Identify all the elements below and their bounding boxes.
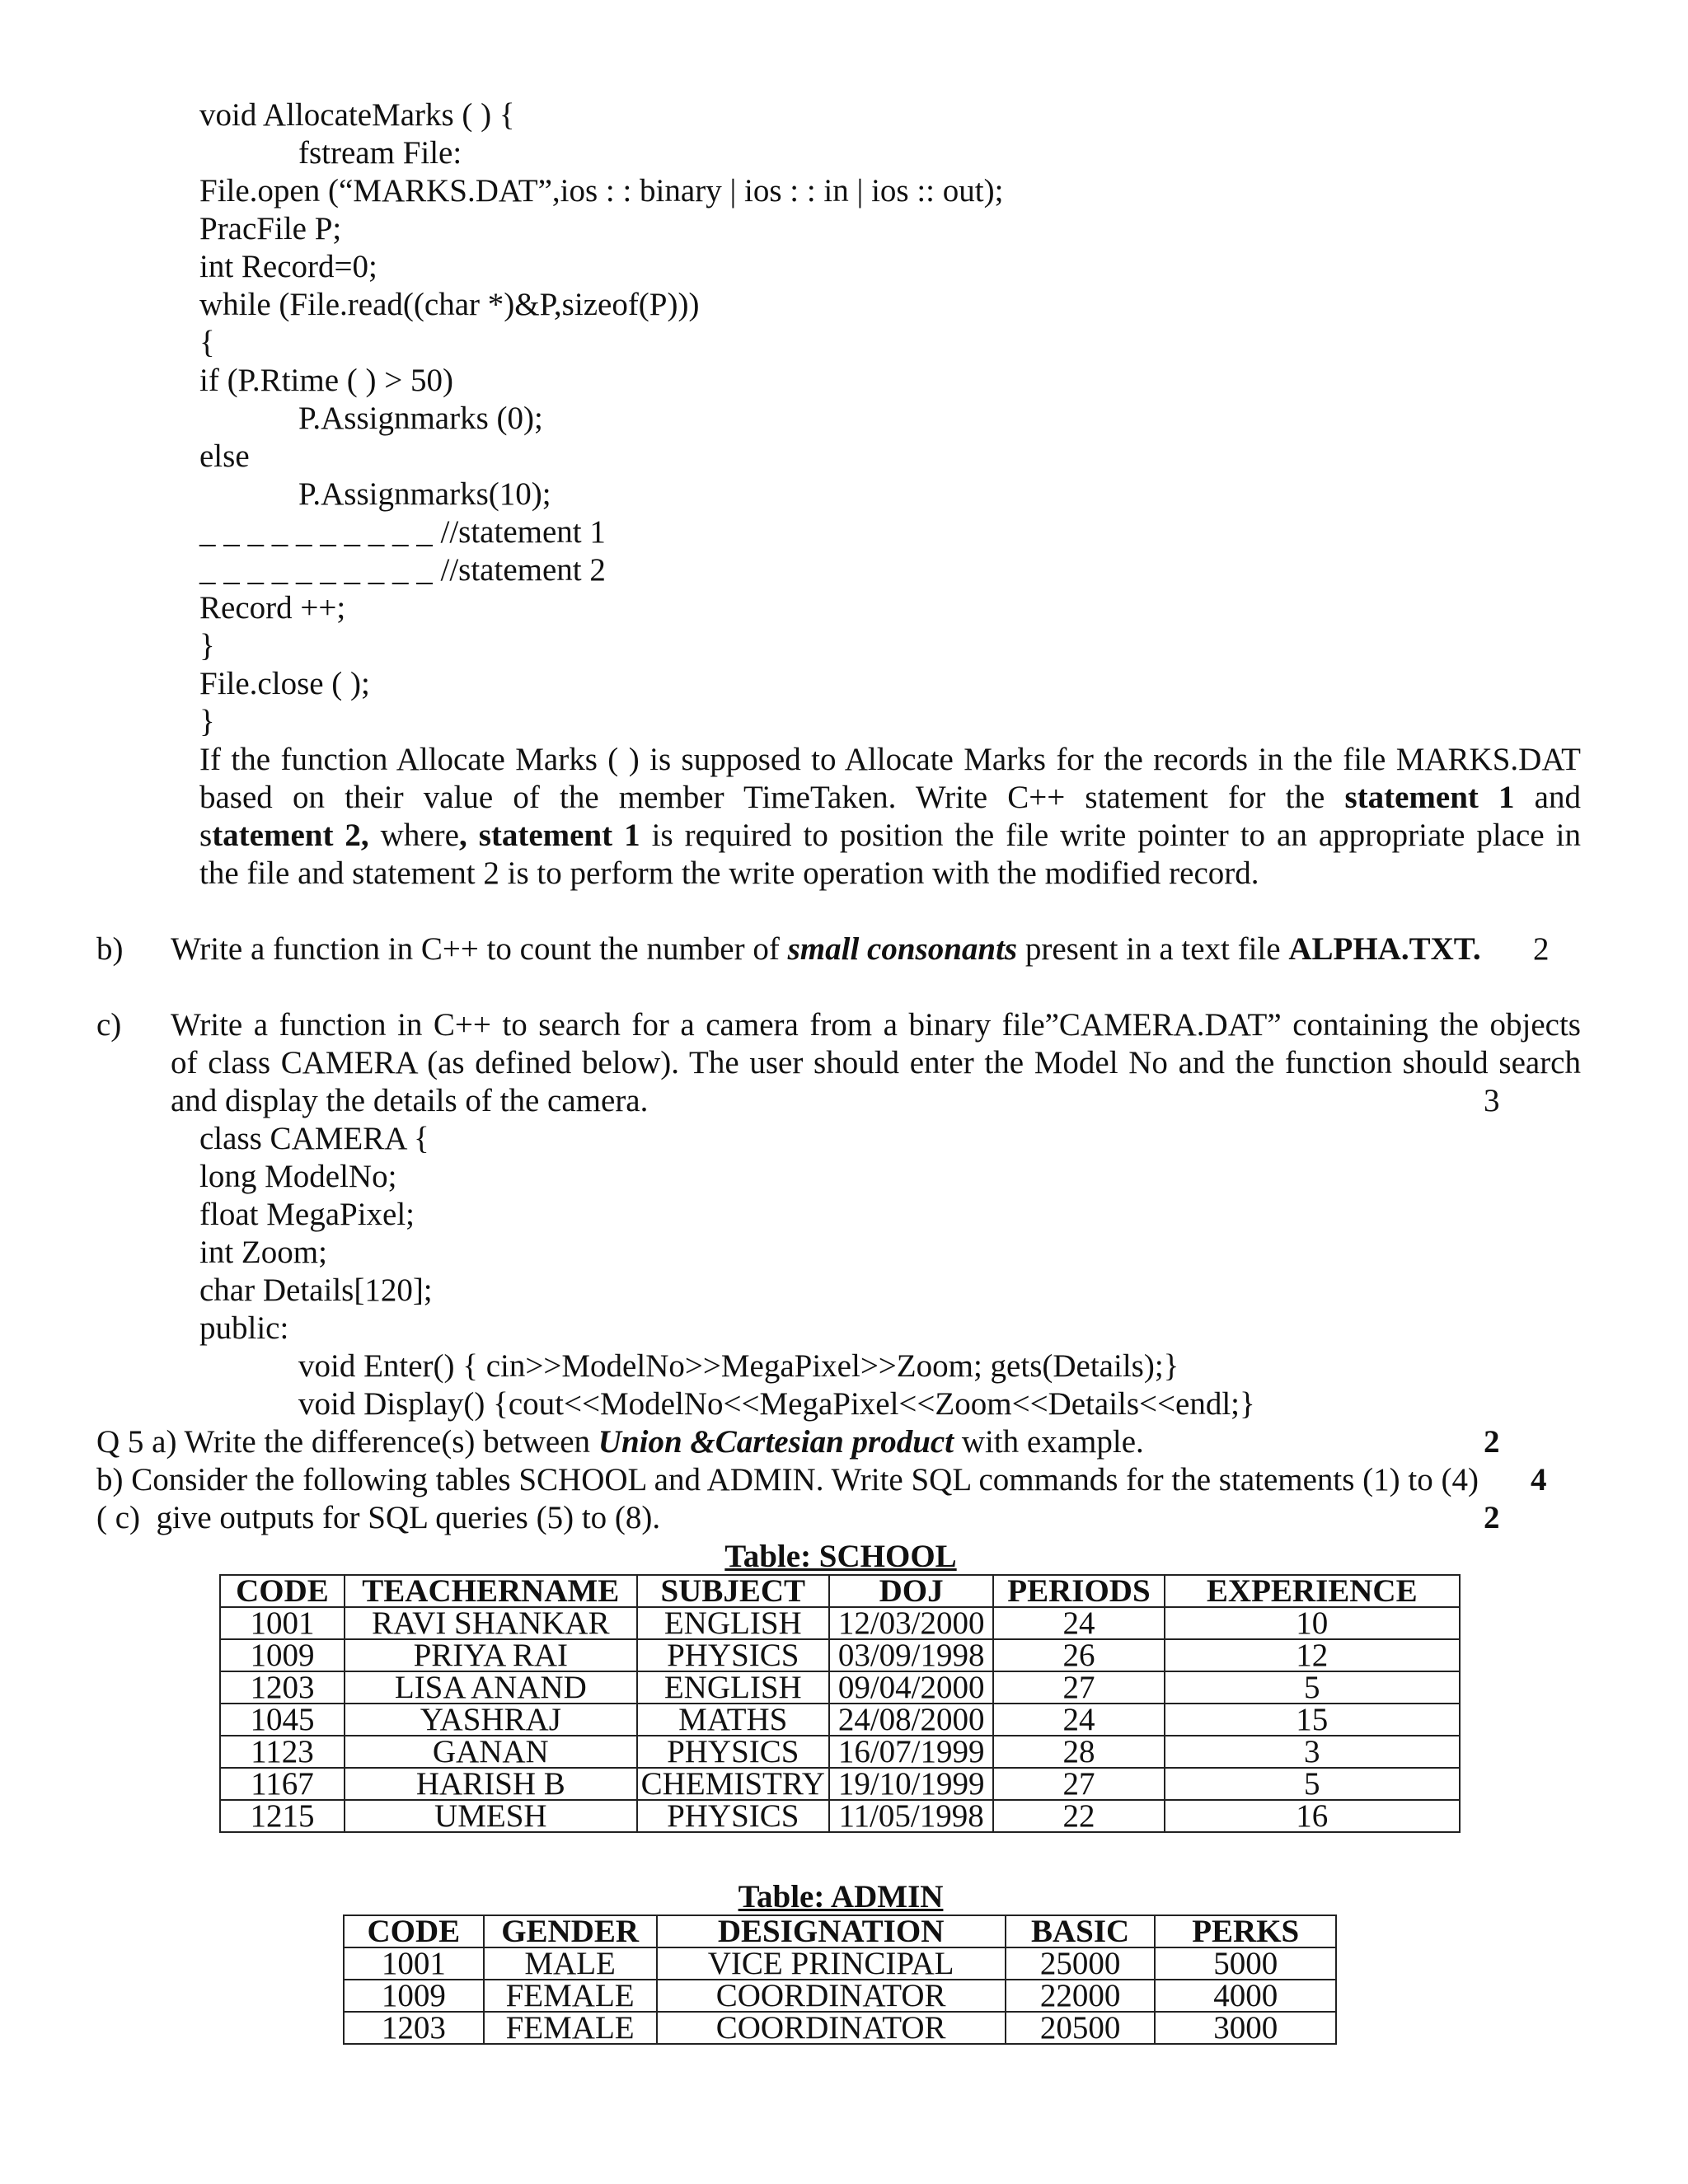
table-cell: ENGLISH [637, 1607, 829, 1639]
school-table [219, 1574, 1461, 1833]
code-line: fstream File: [298, 135, 462, 171]
table-cell: 27 [993, 1671, 1164, 1704]
table-cell: 3 [1165, 1736, 1460, 1768]
table-row [344, 1980, 1336, 2012]
code-line: } [199, 628, 215, 663]
table-cell: 1009 [344, 1980, 484, 2012]
table-cell: LISA ANAND [345, 1671, 637, 1704]
table-cell: 24 [993, 1704, 1164, 1736]
code-line: { [199, 325, 215, 360]
code-line: public: [199, 1310, 289, 1346]
table-cell: HARISH B [345, 1768, 637, 1800]
table-cell: UMESH [345, 1800, 637, 1832]
table-header-row [344, 1915, 1336, 1947]
table-cell: 24/08/2000 [829, 1704, 994, 1736]
table-cell: 1203 [220, 1671, 345, 1704]
table-cell: 1215 [220, 1800, 345, 1832]
paragraph-line: statement 2, where, statement 1 is required to position the file write pointer to an appropriate place in [199, 818, 1581, 853]
table-cell: 4000 [1155, 1980, 1336, 2012]
code-line: while (File.read((char *)&P,sizeof(P))) [199, 287, 700, 322]
code-line-statement-2: _ _ _ _ _ _ _ _ _ _ //statement 2 [199, 552, 606, 588]
table-row [344, 2012, 1336, 2044]
paragraph-line: If the function Allocate Marks ( ) is supposed to Allocate Marks for the records in the file MARKS.DAT [199, 742, 1581, 777]
table-cell: 5000 [1155, 1947, 1336, 1980]
question-marks: 4 [1531, 1462, 1547, 1497]
code-line: File.open (“MARKS.DAT”,ios : : binary | ios : : in | ios :: out); [199, 173, 1004, 209]
column-header: GENDER [484, 1915, 657, 1947]
question-5c-text: ( c) give outputs for SQL queries (5) to (8). [96, 1500, 661, 1535]
table-cell: 5 [1165, 1671, 1460, 1704]
table-cell: ENGLISH [637, 1671, 829, 1704]
table-cell: 22 [993, 1800, 1164, 1832]
table-header-row [220, 1575, 1460, 1607]
table-row [220, 1768, 1460, 1800]
table-cell: 11/05/1998 [829, 1800, 994, 1832]
question-marks: 2 [1484, 1500, 1500, 1535]
table-cell: 10 [1165, 1607, 1460, 1639]
table-cell: 1009 [220, 1639, 345, 1671]
code-line: P.Assignmarks (0); [298, 401, 543, 436]
table-row [220, 1671, 1460, 1704]
table-row [220, 1639, 1460, 1671]
code-line: } [199, 704, 215, 739]
table-cell: 24 [993, 1607, 1164, 1639]
code-line: int Record=0; [199, 249, 377, 284]
table-row [220, 1800, 1460, 1832]
table-cell: 19/10/1999 [829, 1768, 994, 1800]
table-cell: 20500 [1006, 2012, 1156, 2044]
table-row [220, 1736, 1460, 1768]
table-cell: 1001 [220, 1607, 345, 1639]
table-cell: PHYSICS [637, 1800, 829, 1832]
table-cell: CHEMISTRY [637, 1768, 829, 1800]
question-text-line: and display the details of the camera. [171, 1083, 649, 1118]
table-cell: 1203 [344, 2012, 484, 2044]
table-cell: PHYSICS [637, 1639, 829, 1671]
code-line: void Display() {cout<<ModelNo<<MegaPixel<<Zoom<<Details<<endl;} [298, 1386, 1255, 1422]
admin-table-title: Table: ADMIN [738, 1879, 944, 1915]
table-cell: 03/09/1998 [829, 1639, 994, 1671]
question-5b-text: b) Consider the following tables SCHOOL and ADMIN. Write SQL commands for the statements (1) to (4) [96, 1462, 1479, 1497]
code-line: if (P.Rtime ( ) > 50) [199, 363, 453, 398]
table-cell: YASHRAJ [345, 1704, 637, 1736]
table-cell: 12 [1165, 1639, 1460, 1671]
table-cell: 5 [1165, 1768, 1460, 1800]
school-table-title: Table: SCHOOL [724, 1539, 957, 1574]
table-cell: PHYSICS [637, 1736, 829, 1768]
table-cell: 3000 [1155, 2012, 1336, 2044]
column-header: DOJ [829, 1575, 994, 1607]
table-cell: 15 [1165, 1704, 1460, 1736]
question-text: Write a function in C++ to count the number of small consonants present in a text file ALPHA.TXT. [171, 931, 1481, 967]
table-row [220, 1607, 1460, 1639]
table-cell: VICE PRINCIPAL [657, 1947, 1006, 1980]
code-line: Record ++; [199, 590, 346, 626]
table-cell: 09/04/2000 [829, 1671, 994, 1704]
table-cell: FEMALE [484, 2012, 657, 2044]
column-header: DESIGNATION [657, 1915, 1006, 1947]
code-line: File.close ( ); [199, 666, 370, 701]
table-cell: 28 [993, 1736, 1164, 1768]
table-row [344, 1947, 1336, 1980]
table-cell: 27 [993, 1768, 1164, 1800]
code-line-statement-1: _ _ _ _ _ _ _ _ _ _ //statement 1 [199, 514, 606, 550]
code-line: void Enter() { cin>>ModelNo>>MegaPixel>>Zoom; gets(Details);} [298, 1348, 1179, 1384]
question-text-line: Write a function in C++ to search for a camera from a binary file”CAMERA.DAT” containing the objects [171, 1007, 1581, 1043]
code-line: class CAMERA { [199, 1121, 429, 1156]
table-cell: 26 [993, 1639, 1164, 1671]
admin-table [343, 1915, 1337, 2045]
table-cell: GANAN [345, 1736, 637, 1768]
table-cell: 12/03/2000 [829, 1607, 994, 1639]
code-line: int Zoom; [199, 1235, 327, 1270]
column-header: BASIC [1006, 1915, 1156, 1947]
code-line: long ModelNo; [199, 1159, 397, 1194]
question-marks: 3 [1484, 1083, 1500, 1118]
table-cell: 25000 [1006, 1947, 1156, 1980]
table-row [220, 1704, 1460, 1736]
column-header: PERKS [1155, 1915, 1336, 1947]
table-cell: PRIYA RAI [345, 1639, 637, 1671]
table-cell: 1167 [220, 1768, 345, 1800]
question-5a-text: Q 5 a) Write the difference(s) between Union &Cartesian product with example. [96, 1424, 1144, 1460]
table-cell: FEMALE [484, 1980, 657, 2012]
question-marks: 2 [1533, 931, 1550, 967]
column-header: CODE [344, 1915, 484, 1947]
table-cell: COORDINATOR [657, 1980, 1006, 2012]
column-header: CODE [220, 1575, 345, 1607]
column-header: EXPERIENCE [1165, 1575, 1460, 1607]
table-cell: 1001 [344, 1947, 484, 1980]
code-line: PracFile P; [199, 211, 342, 246]
paragraph-line: the file and statement 2 is to perform the write operation with the modified record. [199, 855, 1259, 891]
code-line: void AllocateMarks ( ) { [199, 97, 515, 133]
table-cell: 16/07/1999 [829, 1736, 994, 1768]
table-cell: RAVI SHANKAR [345, 1607, 637, 1639]
table-cell: 22000 [1006, 1980, 1156, 2012]
question-label: b) [96, 931, 124, 967]
code-line: else [199, 438, 250, 474]
code-line: P.Assignmarks(10); [298, 476, 551, 512]
table-cell: MATHS [637, 1704, 829, 1736]
table-cell: 1045 [220, 1704, 345, 1736]
code-line: float MegaPixel; [199, 1197, 415, 1232]
paragraph-line: based on their value of the member TimeTaken. Write C++ statement for the statement 1 and [199, 780, 1581, 815]
question-text-line: of class CAMERA (as defined below). The user should enter the Model No and the function should search [171, 1045, 1581, 1080]
table-cell: COORDINATOR [657, 2012, 1006, 2044]
question-marks: 2 [1484, 1424, 1500, 1460]
column-header: PERIODS [993, 1575, 1164, 1607]
code-line: char Details[120]; [199, 1272, 433, 1308]
table-cell: 16 [1165, 1800, 1460, 1832]
question-label: c) [96, 1007, 122, 1043]
column-header: TEACHERNAME [345, 1575, 637, 1607]
table-cell: 1123 [220, 1736, 345, 1768]
table-cell: MALE [484, 1947, 657, 1980]
column-header: SUBJECT [637, 1575, 829, 1607]
